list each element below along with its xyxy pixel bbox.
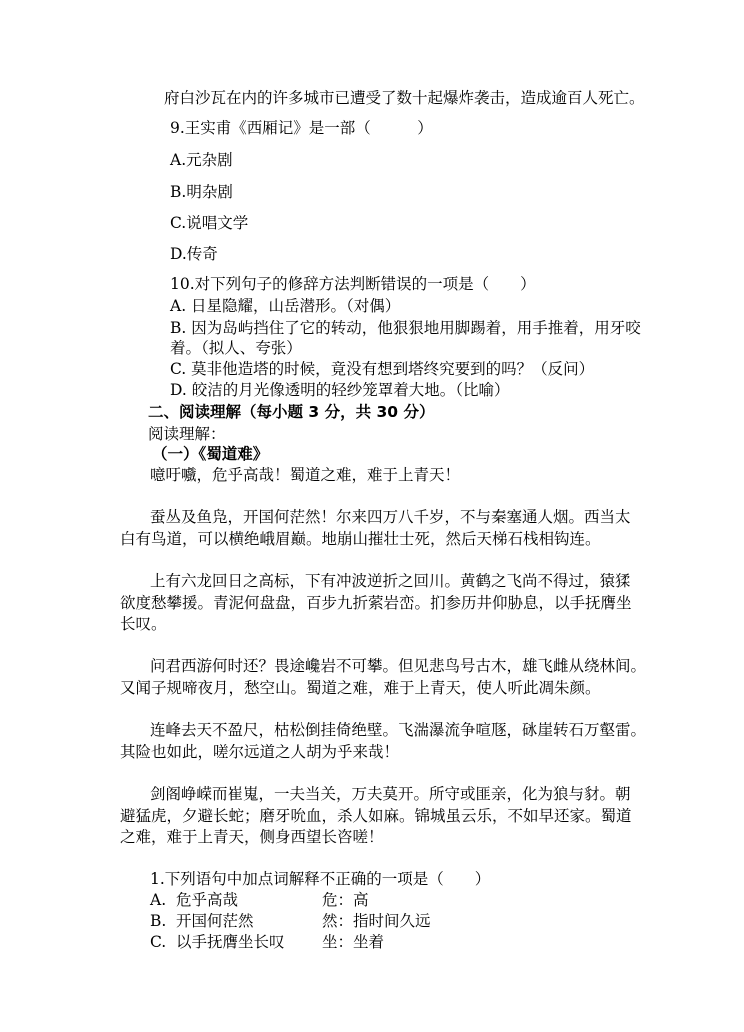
- q10-option-b-line1: B. 因为岛屿挡住了它的转动，他狠狠地用脚踢着，用手推着，用牙咬: [170, 319, 641, 337]
- poem-line-1: 噫吁嚱，危乎高哉！蜀道之难，难于上青天！: [150, 466, 461, 484]
- q10-option-b-line2: 着。（拟人、夸张）: [170, 339, 302, 357]
- poem-para-3-line-1: 上有六龙回日之高标，下有冲波逆折之回川。黄鹤之飞尚不得过，猿猱: [150, 572, 631, 590]
- q1-stem: 1.下列语句中加点词解释不正确的一项是（ ）: [150, 870, 491, 888]
- passage-title: （一）《蜀道难》: [152, 445, 269, 463]
- q9-option-d: D.传奇: [170, 245, 218, 263]
- poem-para-4-line-1: 问君西游何时还？畏途巉岩不可攀。但见悲鸟号古木，雄飞雌从绕林间。: [150, 657, 647, 675]
- q10-option-d: D. 皎洁的月光像透明的轻纱笼罩着大地。（比喻）: [170, 381, 510, 399]
- q9-stem: 9.王实甫《西厢记》是一部（ ）: [170, 119, 433, 137]
- poem-para-5-line-2: 其险也如此，嗟尔远道之人胡为乎来哉！: [120, 743, 400, 761]
- q9-option-a: A.元杂剧: [170, 151, 233, 169]
- q10-stem: 10.对下列句子的修辞方法判断错误的一项是（ ）: [170, 275, 536, 293]
- poem-para-2-line-1: 蚕丛及鱼凫，开国何茫然！尔来四万八千岁，不与秦塞通人烟。西当太: [150, 508, 631, 526]
- q9-option-c: C.说唱文学: [170, 214, 249, 232]
- poem-para-5-line-1: 连峰去天不盈尺，枯松倒挂倚绝壁。飞湍瀑流争喧豗，砯崖转石万壑雷。: [150, 721, 647, 739]
- q10-option-a: A. 日星隐耀，山岳潜形。（对偶）: [170, 297, 401, 315]
- intro-line: 府白沙瓦在内的许多城市已遭受了数十起爆炸袭击，造成逾百人死亡。: [164, 89, 645, 107]
- q1-option-c-gloss: 坐：坐着: [322, 933, 385, 951]
- q1-option-c-letter: C.: [150, 933, 167, 951]
- q1-option-b-letter: B.: [150, 912, 167, 930]
- poem-para-3-line-2: 欲度愁攀援。青泥何盘盘，百步九折萦岩峦。扪参历井仰胁息，以手抚膺坐: [120, 594, 632, 612]
- q1-option-a-gloss: 危：高: [322, 891, 369, 909]
- q1-option-a-phrase: 危乎高哉: [176, 891, 239, 909]
- q1-option-b-phrase: 开国何茫然: [176, 912, 254, 930]
- q1-option-b: [150, 911, 570, 931]
- poem-para-6-line-1: 剑阁峥嵘而崔嵬，一夫当关，万夫莫开。所守或匪亲，化为狼与豺。朝: [150, 785, 631, 803]
- q1-option-b-gloss: 然：指时间久远: [322, 912, 431, 930]
- section-heading: 二、阅读理解（每小题 3 分，共 30 分）: [148, 403, 435, 421]
- reading-label: 阅读理解：: [148, 425, 226, 443]
- poem-para-6-line-3: 之难，难于上青天，侧身西望长咨嗟！: [120, 828, 384, 846]
- q10-option-c: C. 莫非他造塔的时候，竟没有想到塔终究要到的吗？（反问）: [170, 360, 595, 378]
- q1-option-a: [150, 890, 570, 910]
- poem-para-4-line-2: 又闻子规啼夜月，愁空山。蜀道之难，难于上青天，使人听此凋朱颜。: [120, 679, 601, 697]
- poem-para-2-line-2: 白有鸟道，可以横绝峨眉巅。地崩山摧壮士死，然后天梯石栈相钩连。: [120, 530, 601, 548]
- q1-option-c: [150, 932, 570, 952]
- poem-para-3-line-3: 长叹。: [120, 615, 167, 633]
- poem-para-6-line-2: 避猛虎，夕避长蛇；磨牙吮血，杀人如麻。锦城虽云乐，不如早还家。蜀道: [120, 807, 632, 825]
- q1-option-a-letter: A.: [150, 891, 167, 909]
- q9-option-b: B.明杂剧: [170, 183, 233, 201]
- q1-option-c-phrase: 以手抚膺坐长叹: [176, 933, 285, 951]
